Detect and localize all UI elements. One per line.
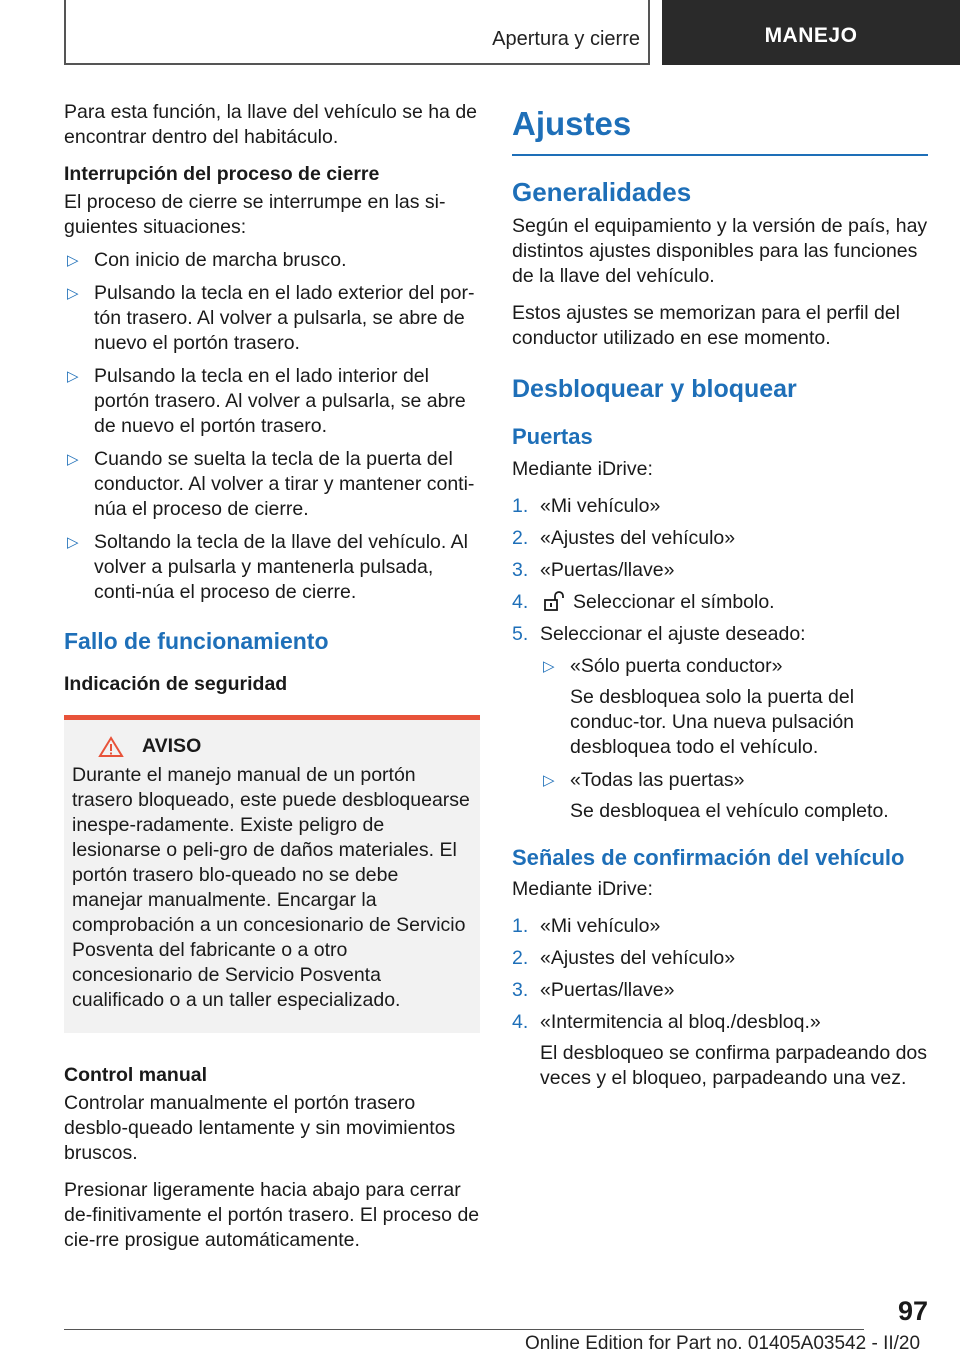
step-item bbox=[512, 494, 928, 519]
list-item-text: Cuando se suelta la tecla de la puerta del conductor. Al volver a tirar y mantener conti-núa el proceso de cierre. bbox=[94, 448, 475, 520]
step-number: 1. bbox=[512, 495, 529, 517]
generalidades-paragraph-2: Estos ajustes se memorizan para el perfil del conductor utilizado en ese momento. bbox=[512, 302, 901, 349]
header-border-divider bbox=[648, 0, 650, 64]
triangle-right-icon: ▷ bbox=[543, 658, 555, 675]
triangle-right-icon: ▷ bbox=[67, 285, 79, 302]
header-chapter-tab bbox=[662, 0, 960, 65]
generalidades-paragraph-1: Según el equipamiento y la versión de país, hay distintos ajustes disponibles para las funciones de la llave del vehículo. bbox=[512, 215, 928, 287]
safety-heading: Indicación de seguridad bbox=[64, 673, 288, 695]
step-text: «Puertas/llave» bbox=[540, 979, 675, 1001]
step-item bbox=[512, 1010, 928, 1091]
step-number: 4. bbox=[512, 1011, 529, 1033]
step-text: «Ajustes del vehículo» bbox=[540, 947, 736, 969]
list-item-text: Con inicio de marcha brusco. bbox=[94, 249, 347, 271]
manual-paragraph-1: Controlar manualmente el portón trasero desblo-queado lentamente y sin movimientos bruscos. bbox=[64, 1092, 456, 1164]
list-item-text: Pulsando la tecla en el lado exterior del por-tón trasero. Al volver a pulsarla, se abre de nuevo el portón trasero. bbox=[94, 282, 475, 354]
list-item bbox=[64, 248, 480, 273]
step-text: «Mi vehículo» bbox=[540, 915, 661, 937]
triangle-right-icon: ▷ bbox=[67, 368, 79, 385]
list-item bbox=[64, 530, 480, 605]
footer-divider bbox=[64, 1329, 864, 1330]
option-item bbox=[540, 654, 928, 760]
triangle-right-icon: ▷ bbox=[543, 772, 555, 789]
triangle-right-icon: ▷ bbox=[67, 534, 79, 551]
step-text: «Puertas/llave» bbox=[540, 559, 675, 581]
step-text: «Intermitencia al bloq./desbloq.» bbox=[540, 1011, 821, 1033]
step-number: 2. bbox=[512, 947, 529, 969]
step-item bbox=[512, 946, 928, 971]
step-item bbox=[512, 590, 928, 615]
step-item bbox=[512, 914, 928, 939]
warning-triangle-icon bbox=[98, 736, 124, 758]
header-border-left bbox=[64, 0, 66, 64]
chapter-label: MANEJO bbox=[764, 23, 858, 47]
unlock-icon bbox=[543, 591, 565, 611]
interrupt-heading: Interrupción del proceso de cierre bbox=[64, 163, 380, 185]
step-number: 4. bbox=[512, 591, 529, 613]
option-description: Se desbloquea solo la puerta del conduc-tor. Una nueva pulsación desbloquea todo el vehículo. bbox=[570, 686, 855, 758]
senales-description: El desbloqueo se confirma parpadeando dos veces y el bloqueo, parpadeando una vez. bbox=[540, 1042, 928, 1089]
interrupt-text: El proceso de cierre se interrumpe en las si-guientes situaciones: bbox=[64, 191, 446, 238]
right-column bbox=[512, 100, 928, 1099]
step-text: «Mi vehículo» bbox=[540, 495, 661, 517]
step-item bbox=[512, 622, 928, 824]
option-label: «Todas las puertas» bbox=[570, 769, 745, 791]
warning-title: AVISO bbox=[142, 735, 202, 757]
page-number: 97 bbox=[897, 1296, 928, 1326]
puertas-intro: Mediante iDrive: bbox=[512, 458, 653, 480]
footer-edition: Online Edition for Part no. 01405A03542 - II/20 bbox=[525, 1333, 921, 1354]
warning-text: Durante el manejo manual de un portón trasero bloqueado, este puede desbloquearse inespe-radamente. Existe peligro de lesionarse o peli-gro de daños materiales. El portón trasero blo-queado no se debe manejar manualmente. Encargar la comprobación a un concesionario de Servicio Posventa del fabricante o a otro concesionario de Servicio Posventa cualificado o a un taller especializado. bbox=[72, 764, 470, 1011]
list-item-text: Pulsando la tecla en el lado interior del portón trasero. Al volver a pulsarla, se abre de nuevo el portón trasero. bbox=[94, 365, 466, 437]
manual-paragraph-2: Presionar ligeramente hacia abajo para cerrar de-finitivamente el portón trasero. El proceso de cie-rre prosigue automáticamente. bbox=[64, 1179, 480, 1251]
step-item bbox=[512, 526, 928, 551]
desbloquear-heading: Desbloquear y bloquear bbox=[512, 375, 797, 403]
fallo-heading: Fallo de funcionamiento bbox=[64, 628, 329, 654]
intro-paragraph: Para esta función, la llave del vehículo se ha de encontrar dentro del habitáculo. bbox=[64, 101, 478, 148]
warning-box bbox=[64, 715, 480, 1033]
step-item bbox=[512, 978, 928, 1003]
step-text: Seleccionar el ajuste deseado: bbox=[540, 623, 806, 645]
ajustes-heading: Ajustes bbox=[512, 104, 928, 156]
step-item bbox=[512, 558, 928, 583]
step-text: «Ajustes del vehículo» bbox=[540, 527, 736, 549]
puertas-steps bbox=[512, 494, 928, 824]
list-item bbox=[64, 281, 480, 356]
step-number: 3. bbox=[512, 559, 529, 581]
left-column bbox=[64, 100, 480, 1265]
senales-heading: Señales de confirmación del vehículo bbox=[512, 845, 905, 870]
list-item bbox=[64, 447, 480, 522]
senales-intro: Mediante iDrive: bbox=[512, 878, 653, 900]
step-text: Seleccionar el símbolo. bbox=[573, 591, 775, 613]
step-number: 2. bbox=[512, 527, 529, 549]
warning-header bbox=[72, 734, 472, 759]
senales-steps bbox=[512, 914, 928, 1091]
step-number: 5. bbox=[512, 623, 529, 645]
options-list bbox=[540, 654, 928, 824]
triangle-right-icon: ▷ bbox=[67, 451, 79, 468]
triangle-right-icon: ▷ bbox=[67, 252, 79, 269]
option-description: Se desbloquea el vehículo completo. bbox=[570, 800, 889, 822]
option-label: «Sólo puerta conductor» bbox=[570, 655, 783, 677]
header-border-bottom bbox=[64, 63, 650, 65]
manual-heading: Control manual bbox=[64, 1064, 208, 1086]
list-item-text: Soltando la tecla de la llave del vehículo. Al volver a pulsarla y mantenerla pulsada, conti-núa el proceso de cierre. bbox=[94, 531, 468, 603]
puertas-heading: Puertas bbox=[512, 424, 593, 449]
option-item bbox=[540, 768, 928, 824]
step-number: 3. bbox=[512, 979, 529, 1001]
list-item bbox=[64, 364, 480, 439]
step-number: 1. bbox=[512, 915, 529, 937]
generalidades-heading: Generalidades bbox=[512, 177, 692, 207]
interrupt-list bbox=[64, 248, 480, 605]
header-section-title: Apertura y cierre bbox=[492, 28, 640, 50]
